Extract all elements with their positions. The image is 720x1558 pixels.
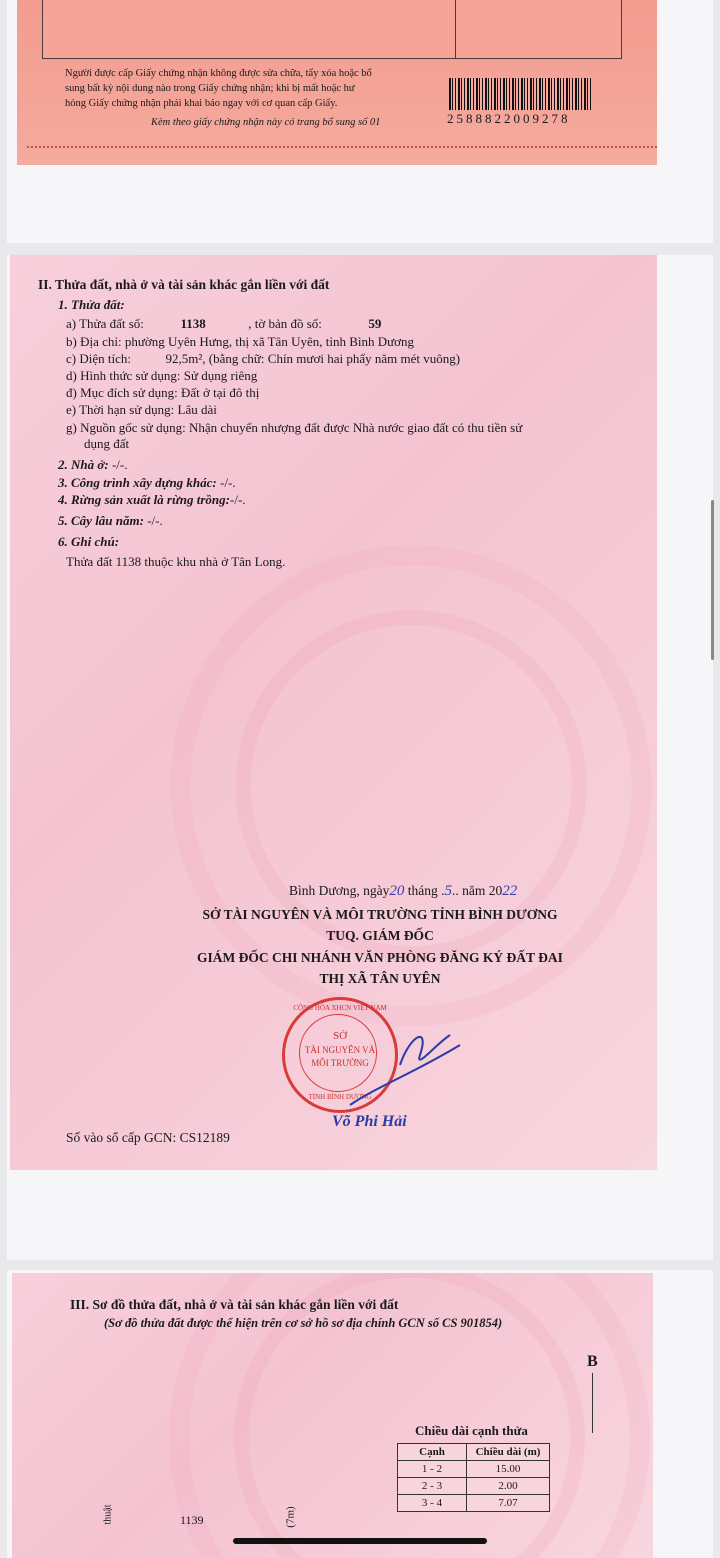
ornament-border — [27, 146, 657, 166]
map-number: 59 — [368, 316, 382, 331]
table-row: 1 - 2 15.00 — [398, 1461, 550, 1478]
parcel-number-row: a) Thửa đất số: 1138 , tờ bản đồ số: 59 — [66, 316, 382, 331]
section-3-subtitle: (Sơ đồ thửa đất được thể hiện trên cơ sở hồ sơ địa chính GCN số CS 901854) — [104, 1316, 503, 1330]
section-3-title: III. Sơ đồ thửa đất, nhà ở và tài sản khác gắn liền với đất — [70, 1297, 399, 1312]
house-row: 2. Nhà ở: -/-. — [58, 457, 128, 472]
issue-date: Bình Dương, ngày20 tháng .5.. năm 2022 — [289, 883, 518, 899]
parcel-label: 1139 — [180, 1513, 204, 1527]
notice-text: Người được cấp Giấy chứng nhận không được sửa chữa, tẩy xóa hoặc bổ sung bất kỳ nội dung nào trong Giấy chứng nhận; khi bị mất hoặc hư hỏng Giấy chứng nhận phải khai báo ngay với cơ quan cấp Giấy. — [65, 68, 372, 109]
note-value: Thửa đất 1138 thuộc khu nhà ở Tân Long. — [66, 554, 286, 569]
section-2-title: II. Thửa đất, nhà ở và tài sản khác gắn liền với đất — [38, 277, 330, 292]
barcode-number: 2588822009278 — [447, 111, 571, 126]
table-row: 3 - 4 7.07 — [398, 1495, 550, 1512]
forest-row: 4. Rừng sản xuất là rừng trồng:-/-. — [58, 492, 246, 507]
usage-term: e) Thời hạn sử dụng: Lâu dài — [66, 402, 217, 417]
town-name: THỊ XÃ TÂN UYÊN — [319, 971, 441, 986]
usage-form: d) Hình thức sử dụng: Sử dụng riêng — [66, 368, 258, 383]
area-row: c) Diện tích: 92,5m², (bằng chữ: Chín mươi hai phẩy năm mét vuông) — [66, 351, 461, 366]
certificate-top-page — [17, 0, 657, 165]
official-seal: CỘNG HÒA XHCN VIỆT NAM SỞ TÀI NGUYÊN VÀ MÔI TRƯỜNG TỈNH BÌNH DƯƠNG — [282, 997, 398, 1113]
table-row: 2 - 3 2.00 — [398, 1478, 550, 1495]
department: SỞ TÀI NGUYÊN VÀ MÔI TRƯỜNG TỈNH BÌNH DƯƠNG — [202, 907, 558, 922]
construction-row: 3. Công trình xây dựng khác: -/-. — [58, 475, 236, 490]
address: b) Địa chỉ: phường Uyên Hưng, thị xã Tân Uyên, tỉnh Bình Dương — [66, 334, 415, 349]
supplement-note: Kèm theo giấy chứng nhận này có trang bổ sung số 01 — [151, 117, 381, 128]
home-indicator[interactable] — [233, 1538, 487, 1544]
note-label: 6. Ghi chú: — [58, 534, 120, 549]
signer-name: Võ Phi Hải — [332, 1113, 407, 1130]
side-label-1: thuật — [102, 1504, 114, 1525]
barcode — [449, 78, 591, 110]
tuq-director: TUQ. GIÁM ĐỐC — [326, 928, 434, 943]
lengths-table-title: Chiều dài cạnh thửa — [415, 1423, 528, 1438]
area-value: 92,5m², (bằng chữ: Chín mươi hai phẩy năm mét vuông) — [165, 351, 461, 366]
director-title: GIÁM ĐỐC CHI NHÁNH VĂN PHÒNG ĐĂNG KÝ ĐẤT ĐAI — [197, 950, 563, 965]
certificate-page-3 — [12, 1273, 653, 1558]
usage-purpose: đ) Mục đích sử dụng: Đất ở tại đô thị — [66, 385, 260, 400]
perennial-row: 5. Cây lâu năm: -/-. — [58, 513, 163, 528]
land-heading: 1. Thửa đất: — [58, 297, 125, 312]
bottom-card — [7, 1270, 713, 1558]
scrollbar[interactable] — [711, 500, 714, 660]
lengths-table: Cạnh Chiều dài (m) 1 - 2 15.00 2 - 3 2.00 3 - 4 7.07 — [397, 1443, 550, 1512]
origin-line-2: dụng đất — [84, 436, 130, 451]
certificate-page-2 — [10, 255, 657, 1170]
top-card — [7, 0, 713, 243]
register-number: Số vào sổ cấp GCN: CS12189 — [66, 1130, 230, 1145]
side-label-2: (7m) — [284, 1506, 297, 1528]
origin-line-1: g) Nguồn gốc sử dụng: Nhận chuyển nhượng đất được Nhà nước giao đất có thu tiền sử — [66, 420, 523, 435]
north-arrow-line — [592, 1373, 593, 1433]
top-frame — [42, 0, 622, 59]
north-arrow-icon: B — [587, 1353, 598, 1370]
parcel-number: 1138 — [180, 316, 206, 331]
signature-icon — [340, 1005, 480, 1115]
middle-card — [7, 255, 713, 1260]
